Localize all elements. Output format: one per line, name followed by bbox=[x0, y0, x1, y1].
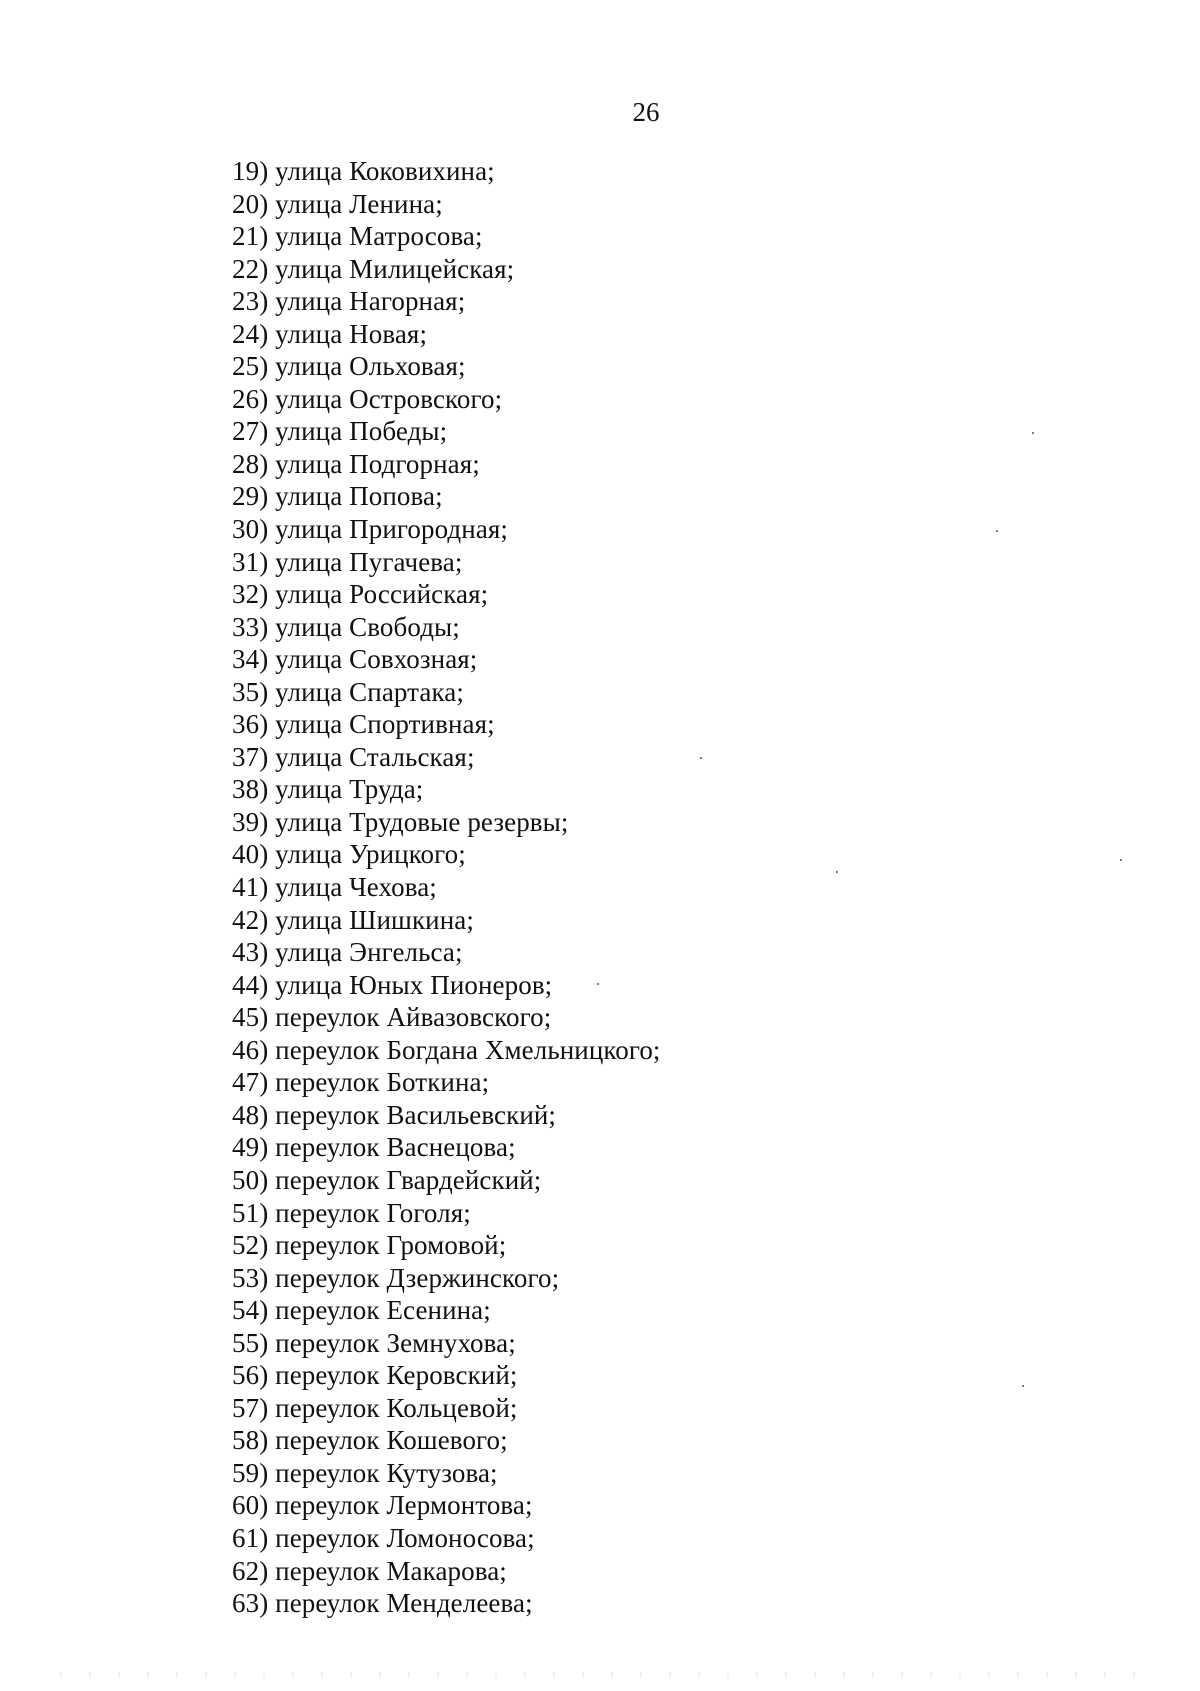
scan-speck bbox=[1120, 859, 1122, 861]
list-item: 27) улица Победы; bbox=[232, 416, 448, 447]
list-item: 30) улица Пригородная; bbox=[232, 514, 509, 545]
list-item: 58) переулок Кошевого; bbox=[232, 1425, 508, 1456]
scan-speck bbox=[836, 871, 838, 873]
scan-speck bbox=[1032, 432, 1034, 434]
list-item: 56) переулок Керовский; bbox=[232, 1360, 518, 1391]
list-item: 35) улица Спартака; bbox=[232, 676, 464, 707]
list-item: 23) улица Нагорная; bbox=[232, 286, 466, 317]
list-item: 50) переулок Гвардейский; bbox=[232, 1164, 542, 1195]
list-item: 60) переулок Лермонтова; bbox=[232, 1490, 533, 1521]
list-item: 42) улица Шишкина; bbox=[232, 904, 474, 935]
list-item: 59) переулок Кутузова; bbox=[232, 1457, 498, 1488]
list-item: 32) улица Российская; bbox=[232, 579, 489, 610]
list-item: 44) улица Юных Пионеров; bbox=[232, 969, 553, 1000]
list-item: 37) улица Стальская; bbox=[232, 741, 475, 772]
list-item: 40) улица Урицкого; bbox=[232, 839, 466, 870]
list-item: 45) переулок Айвазовского; bbox=[232, 1002, 552, 1033]
list-item: 22) улица Милицейская; bbox=[232, 253, 515, 284]
list-item: 48) переулок Васильевский; bbox=[232, 1099, 557, 1130]
list-item: 55) переулок Земнухова; bbox=[232, 1327, 516, 1358]
list-item: 28) улица Подгорная; bbox=[232, 448, 480, 479]
list-item: 34) улица Совхозная; bbox=[232, 644, 478, 675]
list-item: 36) улица Спортивная; bbox=[232, 709, 495, 740]
list-item: 54) переулок Есенина; bbox=[232, 1295, 491, 1326]
scan-edge-noise bbox=[60, 1672, 1140, 1678]
list-item: 47) переулок Боткина; bbox=[232, 1067, 490, 1098]
list-item: 38) улица Труда; bbox=[232, 774, 424, 805]
page-number: 26 bbox=[632, 97, 660, 127]
list-item: 20) улица Ленина; bbox=[232, 188, 443, 219]
list-item: 24) улица Новая; bbox=[232, 318, 428, 349]
scan-speck bbox=[996, 530, 998, 532]
scan-speck bbox=[700, 757, 702, 759]
street-list bbox=[232, 155, 661, 1620]
list-item: 21) улица Матросова; bbox=[232, 221, 483, 252]
scan-speck bbox=[597, 983, 599, 985]
list-item: 52) переулок Громовой; bbox=[232, 1230, 507, 1261]
list-item: 39) улица Трудовые резервы; bbox=[232, 806, 569, 837]
list-item: 33) улица Свободы; bbox=[232, 611, 460, 642]
list-item: 31) улица Пугачева; bbox=[232, 546, 463, 577]
list-item: 61) переулок Ломоносова; bbox=[232, 1522, 535, 1553]
list-item: 26) улица Островского; bbox=[232, 383, 503, 414]
list-item: 63) переулок Менделеева; bbox=[232, 1588, 533, 1619]
list-item: 25) улица Ольховая; bbox=[232, 351, 466, 382]
list-item: 49) переулок Васнецова; bbox=[232, 1132, 516, 1163]
list-item: 46) переулок Богдана Хмельницкого; bbox=[232, 1034, 661, 1065]
list-item: 51) переулок Гоголя; bbox=[232, 1197, 471, 1228]
list-item: 29) улица Попова; bbox=[232, 481, 443, 512]
list-item: 53) переулок Дзержинского; bbox=[232, 1262, 560, 1293]
scan-speck bbox=[1022, 1385, 1024, 1387]
list-item: 41) улица Чехова; bbox=[232, 872, 437, 903]
list-item: 62) переулок Макарова; bbox=[232, 1555, 507, 1586]
list-item: 57) переулок Кольцевой; bbox=[232, 1392, 518, 1423]
list-item: 43) улица Энгельса; bbox=[232, 937, 463, 968]
list-item: 19) улица Коковихина; bbox=[232, 156, 495, 186]
